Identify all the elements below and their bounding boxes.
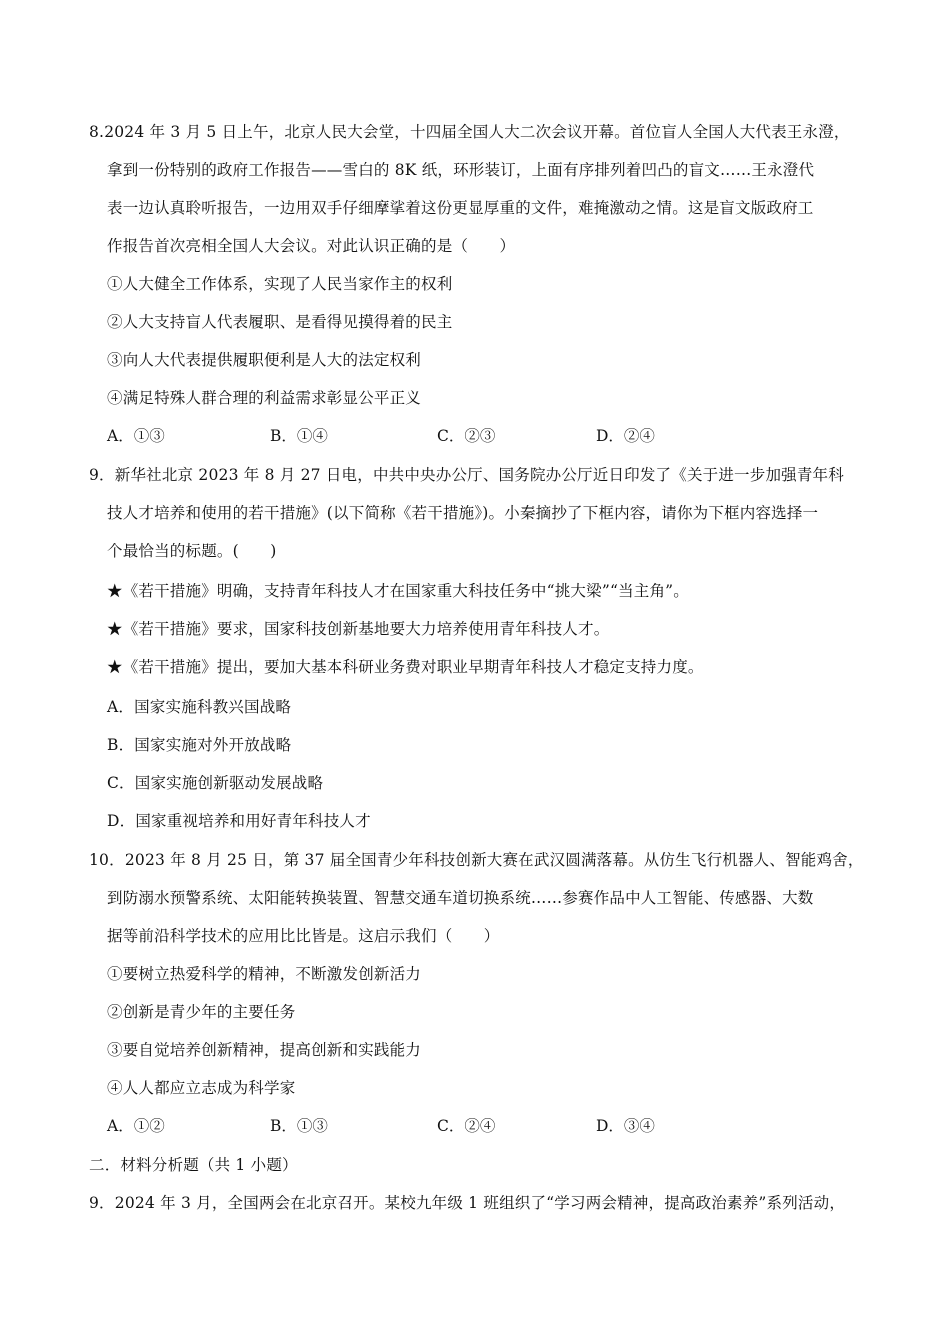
question-8-stem-line: 8.2024 年 3 月 5 日上午，北京人民大会堂，十四届全国人大二次会议开幕。首位盲人全国人大代表王永澄， (89, 123, 850, 141)
question-10-stem-line: 据等前沿科学技术的应用比比皆是。这启示我们（ ） (107, 927, 500, 945)
question-8-statement: ③向人大代表提供履职便利是人大的法定权利 (107, 351, 422, 369)
question-9-stem-line: 9．新华社北京 2023 年 8 月 27 日电，中共中央办公厅、国务院办公厅近日印发了《关于进一步加强青年科 (89, 466, 844, 484)
section-heading: 二．材料分析题（共 1 小题） (89, 1156, 298, 1174)
question-9-option-a[interactable]: A．国家实施科教兴国战略 (107, 698, 292, 716)
question-10-option-a[interactable]: A．①② (107, 1117, 165, 1135)
question-9-quote: ★《若干措施》提出，要加大基本科研业务费对职业早期青年科技人才稳定支持力度。 (107, 658, 704, 676)
question-10-statement: ①要树立热爱科学的精神，不断激发创新活力 (107, 965, 422, 983)
material-question-9-stem-line: 9．2024 年 3 月，全国两会在北京召开。某校九年级 1 班组织了“学习两会精神，提高政治素养”系列活动， (89, 1194, 846, 1212)
question-10-stem-line: 到防溺水预警系统、太阳能转换装置、智慧交通车道切换系统……参赛作品中人工智能、传感器、大数 (107, 889, 814, 907)
question-8-stem-line: 表一边认真聆听报告，一边用双手仔细摩挲着这份更显厚重的文件，难掩激动之情。这是盲文版政府工 (107, 199, 814, 217)
question-9-quote: ★《若干措施》要求，国家科技创新基地要大力培养使用青年科技人才。 (107, 620, 610, 638)
question-10-statement: ③要自觉培养创新精神，提高创新和实践能力 (107, 1041, 422, 1059)
question-8-stem-line: 作报告首次亮相全国人大会议。对此认识正确的是（ ） (107, 237, 516, 255)
question-10-statement: ②创新是青少年的主要任务 (107, 1003, 296, 1021)
question-8-option-c[interactable]: C．②③ (437, 427, 496, 445)
question-8-stem-line: 拿到一份特别的政府工作报告——雪白的 8K 纸，环形装订，上面有序排列着凹凸的盲文……王永澄代 (107, 161, 815, 179)
question-10-stem-line: 10．2023 年 8 月 25 日，第 37 届全国青少年科技创新大赛在武汉圆满落幕。从仿生飞行机器人、智能鸡舍， (89, 851, 864, 869)
question-9-stem-line: 技人才培养和使用的若干措施》(以下简称《若干措施》)。小秦摘抄了下框内容，请你为下框内容选择一 (107, 504, 819, 522)
question-9-option-d[interactable]: D．国家重视培养和用好青年科技人才 (107, 812, 371, 830)
question-10-option-d[interactable]: D．③④ (596, 1117, 655, 1135)
question-10-statement: ④人人都应立志成为科学家 (107, 1079, 296, 1097)
question-8-option-d[interactable]: D．②④ (596, 427, 655, 445)
question-8-statement: ④满足特殊人群合理的利益需求彰显公平正义 (107, 389, 422, 407)
question-10-option-b[interactable]: B．①③ (270, 1117, 328, 1135)
question-9-option-b[interactable]: B．国家实施对外开放战略 (107, 736, 292, 754)
question-8-option-a[interactable]: A．①③ (107, 427, 165, 445)
question-10-option-c[interactable]: C．②④ (437, 1117, 496, 1135)
question-8-option-b[interactable]: B．①④ (270, 427, 328, 445)
question-9-quote: ★《若干措施》明确，支持青年科技人才在国家重大科技任务中“挑大梁”“当主角”。 (107, 582, 689, 600)
question-9-stem-line: 个最恰当的标题。( ) (107, 542, 277, 560)
question-8-statement: ②人大支持盲人代表履职、是看得见摸得着的民主 (107, 313, 453, 331)
question-8-statement: ①人大健全工作体系，实现了人民当家作主的权利 (107, 275, 453, 293)
question-9-option-c[interactable]: C．国家实施创新驱动发展战略 (107, 774, 324, 792)
